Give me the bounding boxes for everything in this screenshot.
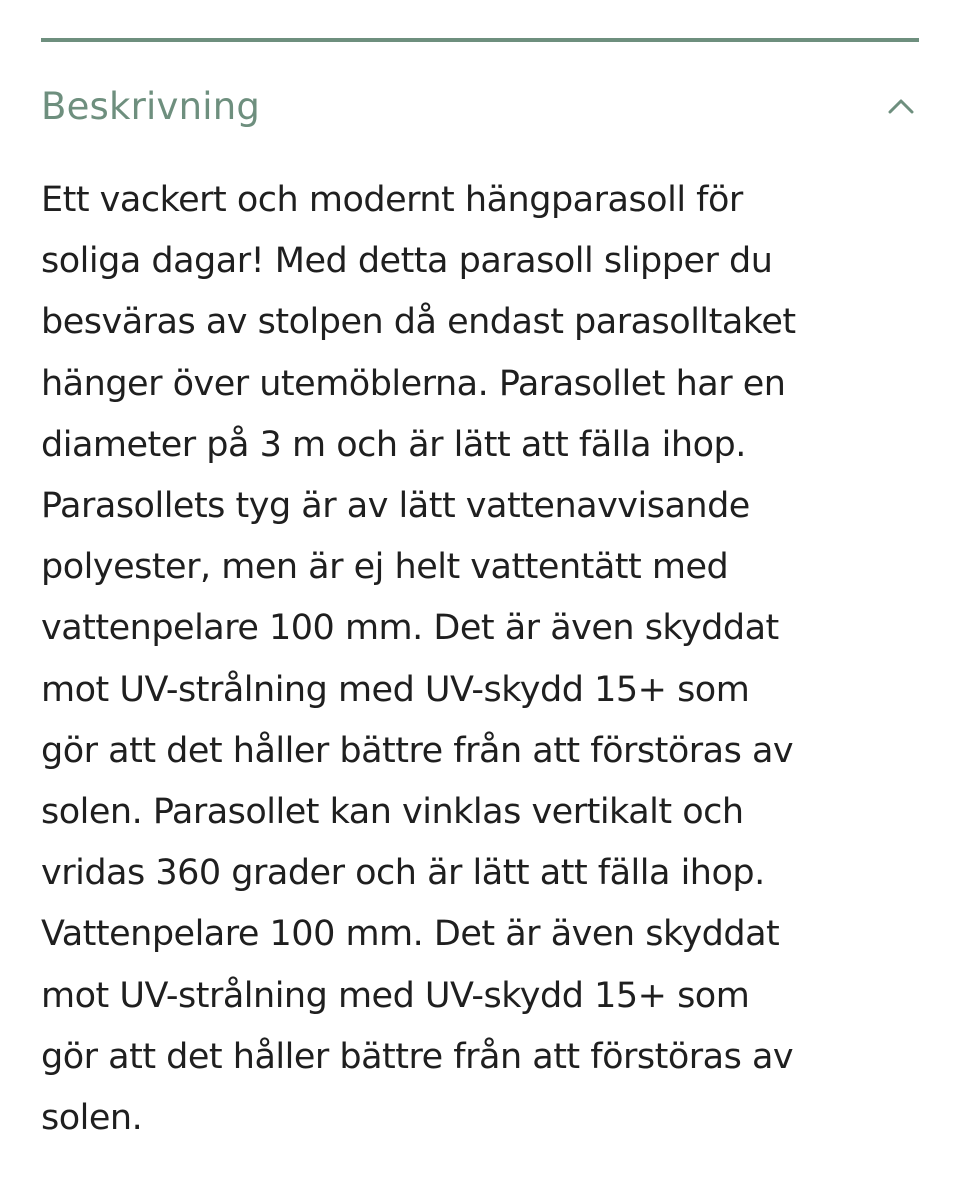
description-line: gör att det håller bättre från att förstöras av <box>41 730 794 771</box>
description-text <box>41 170 919 1149</box>
accordion-title: Beskrivning <box>41 84 261 128</box>
section-divider <box>41 38 919 42</box>
chevron-up-icon[interactable] <box>887 92 915 120</box>
description-accordion-header[interactable] <box>41 76 919 136</box>
description-line: diameter på 3 m och är lätt att fälla ihop. <box>41 424 746 465</box>
description-line: solen. Parasollet kan vinklas vertikalt och <box>41 792 744 833</box>
description-line: hänger över utemöblerna. Parasollet har en <box>41 363 786 404</box>
description-line: solen. <box>41 1098 143 1139</box>
description-line: Ett vackert och modernt hängparasoll för <box>41 180 743 220</box>
description-line: mot UV-strålning med UV-skydd 15+ som <box>41 669 750 710</box>
description-line: mot UV-strålning med UV-skydd 15+ som <box>41 975 750 1016</box>
description-line: Vattenpelare 100 mm. Det är även skyddat <box>41 914 780 955</box>
description-line: vridas 360 grader och är lätt att fälla ihop. <box>41 853 765 894</box>
description-line: gör att det håller bättre från att förstöras av <box>41 1036 794 1077</box>
description-line: soliga dagar! Med detta parasoll slipper du <box>41 241 773 282</box>
description-line: besväras av stolpen då endast parasolltaket <box>41 302 796 343</box>
description-line: polyester, men är ej helt vattentätt med <box>41 547 729 588</box>
description-line: Parasollets tyg är av lätt vattenavvisande <box>41 486 750 527</box>
description-line: vattenpelare 100 mm. Det är även skyddat <box>41 608 779 649</box>
